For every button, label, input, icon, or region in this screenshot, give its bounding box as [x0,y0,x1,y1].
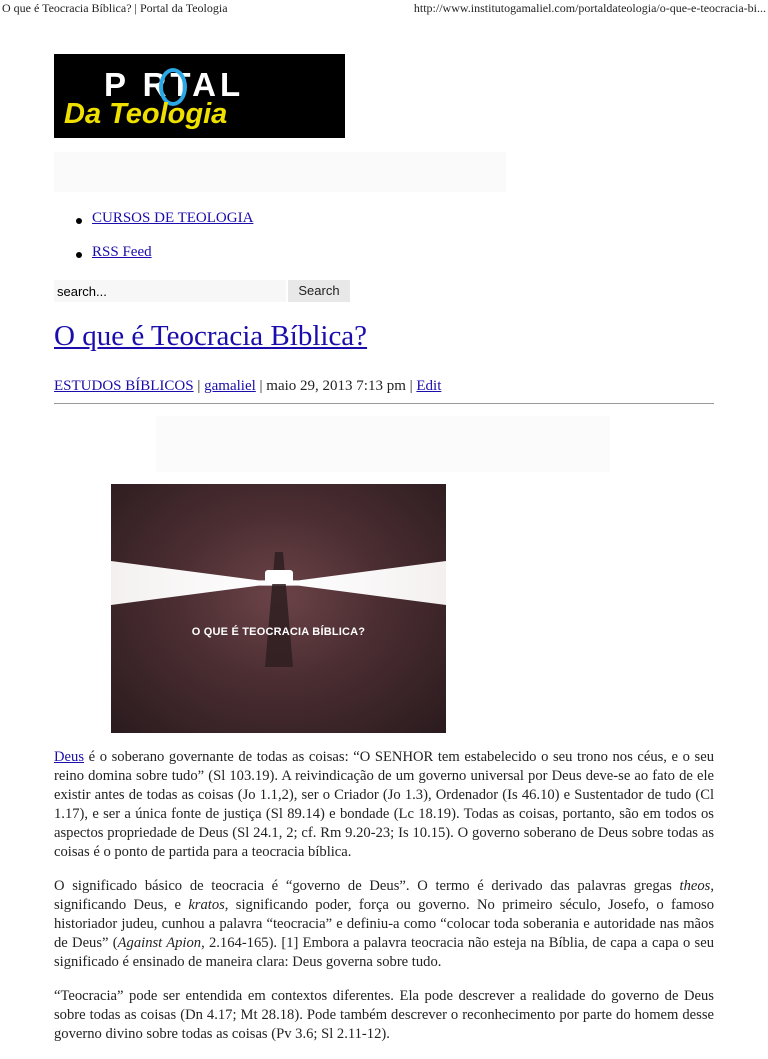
post-body [54,748,714,1059]
deus-link[interactable]: Deus [54,749,84,765]
search-button[interactable]: Search [288,280,350,302]
paragraph-text: , significando poder, força ou governo. No primeiro século, Josefo, o famoso historiador judeu, cunhou a palavra “teocracia” e definiu-a como “colocar toda soberania e autoridade nas mãos de Deus” ( [54,897,714,951]
category-link[interactable]: ESTUDOS BÍBLICOS [54,378,194,394]
print-url: http://www.institutogamaliel.com/portaldateologia/o-que-e-teocracia-bi... [413,1,766,15]
paragraph-text: , 2.164-165). [1] Embora a palavra teocracia não esteja na Bíblia, de capa a capa o seu significado é ensinado de maneira clara: Deus governa sobre tudo. [54,935,715,970]
meta-separator: | [255,378,267,394]
nav-item-rss[interactable] [74,244,253,278]
post-meta [54,378,441,395]
logo-line1: P RTAL [104,66,245,103]
print-header [0,0,768,18]
nav-item-label[interactable]: CURSOS DE TEOLOGIA [92,210,254,226]
search-input[interactable] [54,280,286,302]
term-theos: theos [679,878,711,894]
post-title-link[interactable]: O que é Teocracia Bíblica? [54,320,368,352]
paragraph: “Teocracia” pode ser entendida em contextos diferentes. Ela pode descrever a realidade do governo de Deus sobre todas as coisas (Dn 4.17; Mt 28.18). Pode também descrever o reconhecimento por parte do homem desse governo divino sobre todas as coisas (Pv 3.6; Sl 2.11-12). [54,988,714,1042]
featured-image [111,484,446,733]
nav-item-cursos[interactable] [74,210,253,244]
nav-item-label[interactable]: RSS Feed [92,244,152,260]
post-title[interactable] [54,320,367,353]
print-page-title: O que é Teocracia Bíblica? | Portal da Teologia [2,1,228,15]
nav-menu [74,210,253,278]
term-kratos: kratos [188,897,225,913]
site-logo[interactable] [54,54,345,138]
banner-placeholder [54,152,506,192]
paragraph-text: , significando Deus, e [54,878,714,913]
paragraph-text: é o soberano governante de todas as coisas: “O SENHOR tem estabelecido o seu trono nos céus, e o seu reino domina sobre tudo” (Sl 103.19). A reivindicação de um governo universal por Deus deve-se ao fato de ele existir antes de todas as coisas (Jo 1.1,2), ser o Criador (Jo 1.3), Ordenador (Is 46.10) e Sustentador de tudo (Cl 1.17), e ser a única fonte de justiça (Sl 89.14) e bondade (Lc 18.19). Todas as coisas, portanto, são em todos os aspectos propriedade de Deus (Sl 24.1, 2; cf. Rm 9.20-23; Is 10.15). O governo soberano de Deus sobre todas as coisas é o ponto de partida para a teocracia bíblica. [54,749,714,860]
paragraph-text: O significado básico de teocracia é “governo de Deus”. O termo é derivado das palavras gregas [54,878,680,894]
featured-image-caption: O QUE É TEOCRACIA BÍBLICA? [191,626,366,638]
meta-separator: | [193,378,205,394]
paragraph [54,748,714,862]
post-date: maio 29, 2013 7:13 pm [266,378,406,394]
lighthouse-lamp-icon [265,570,293,584]
logo-line2: Da Teologia [64,98,228,130]
paragraph [54,877,714,972]
meta-separator: | [405,378,417,394]
author-link[interactable]: gamaliel [204,378,256,394]
ad-placeholder [156,416,610,472]
edit-link[interactable]: Edit [416,378,442,394]
divider [54,403,714,404]
term-against-apion: Against Apion [117,935,202,951]
